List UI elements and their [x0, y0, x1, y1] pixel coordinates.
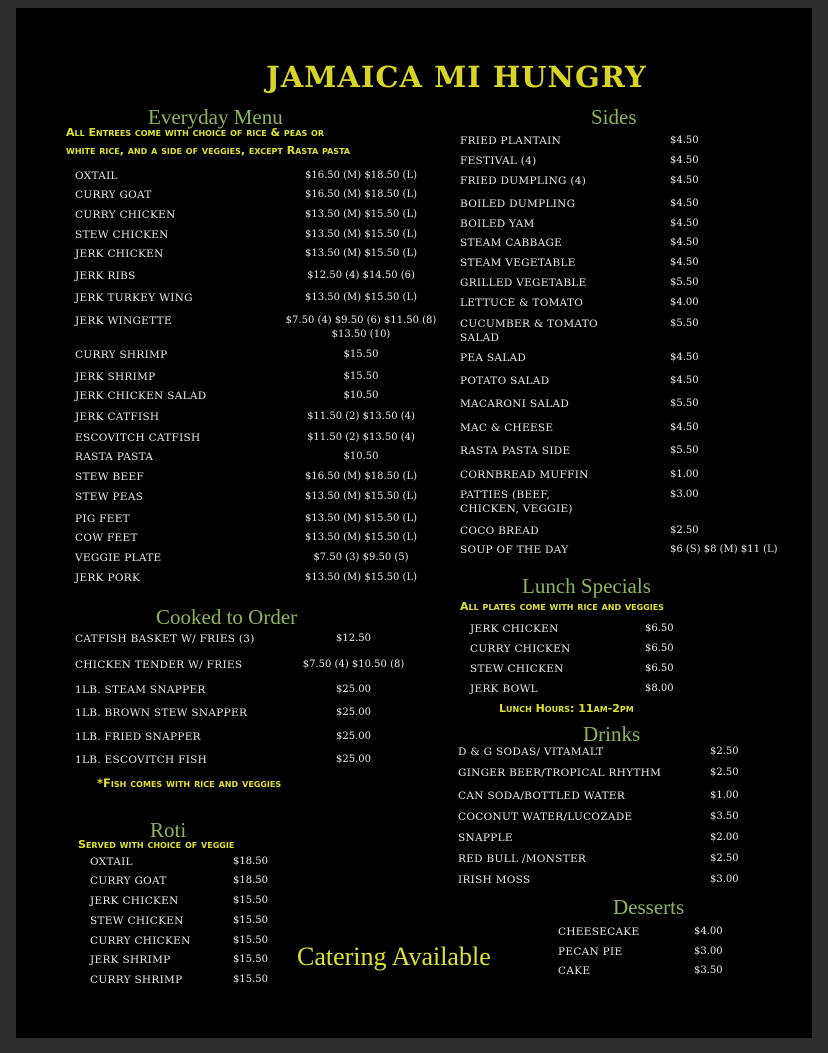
item-price: $2.50 [670, 525, 699, 536]
item-name: CURRY CHICKEN [75, 209, 176, 221]
item-price: $4.50 [670, 155, 699, 166]
fish-note: *Fish comes with rice and veggies [97, 776, 282, 790]
item-price: $11.50 (2) $13.50 (4) [307, 432, 415, 443]
item-price: $15.50 [233, 895, 268, 906]
item-name: 1LB. FRIED SNAPPER [75, 731, 201, 743]
item-price: $16.50 (M) $18.50 (L) [304, 189, 417, 200]
item-price: $25.00 [336, 684, 371, 695]
menu-board [16, 8, 812, 1038]
item-name: JERK CHICKEN [90, 895, 179, 907]
item-name: ESCOVITCH CATFISH [75, 432, 201, 444]
item-price: $6.50 [645, 643, 674, 654]
item-name: FRIED DUMPLING (4) [460, 175, 587, 187]
item-price: $15.50 [233, 954, 268, 965]
item-price: $4.00 [694, 926, 723, 937]
item-price: $7.50 (3) $9.50 (5) [313, 552, 409, 563]
item-price: $8.00 [645, 683, 674, 694]
item-name: CURRY CHICKEN [90, 935, 191, 947]
item-name: STEW CHICKEN [90, 915, 184, 927]
item-name: PIG FEET [75, 513, 130, 525]
item-price: $25.00 [336, 731, 371, 742]
item-name: 1LB. STEAM SNAPPER [75, 684, 206, 696]
item-price: $4.50 [670, 352, 699, 363]
catering-available: Catering Available [297, 942, 491, 971]
item-price: $4.50 [670, 198, 699, 209]
item-price: $3.50 [694, 965, 723, 976]
item-price: $16.50 (M) $18.50 (L) [304, 170, 417, 181]
sides-heading: Sides [591, 105, 637, 129]
item-name: GRILLED VEGETABLE [460, 277, 587, 289]
item-name: SOUP OF THE DAY [460, 544, 569, 556]
item-name: BOILED DUMPLING [460, 198, 576, 210]
item-name: CURRY GOAT [75, 189, 152, 201]
item-price: $15.50 [233, 915, 268, 926]
item-name: STEW PEAS [75, 491, 144, 503]
item-name: 1LB. BROWN STEW SNAPPER [75, 707, 248, 719]
item-name: STEW CHICKEN [470, 663, 564, 675]
item-price: $2.50 [710, 767, 739, 778]
lunch-hours: Lunch Hours: 11am-2pm [499, 702, 634, 715]
item-name: CURRY SHRIMP [90, 974, 183, 986]
item-name: BOILED YAM [460, 218, 535, 230]
item-price: $15.50 [233, 974, 268, 985]
everyday-note-line1: All Entrees come with choice of rice & peas or [66, 126, 324, 139]
item-name: PATTIES (BEEF, [460, 489, 550, 501]
item-name: GINGER BEER/TROPICAL RHYTHM [458, 767, 662, 779]
item-price: $4.50 [670, 218, 699, 229]
item-price: $5.50 [670, 445, 699, 456]
everyday-menu-heading: Everyday Menu [148, 105, 283, 129]
item-price: $15.50 [343, 371, 379, 382]
item-price-continued: $13.50 (10) [331, 329, 391, 340]
item-price: $5.50 [670, 398, 699, 409]
item-price: $4.00 [670, 297, 699, 308]
item-price: $11.50 (2) $13.50 (4) [307, 411, 415, 422]
item-name: LETTUCE & TOMATO [460, 297, 584, 309]
item-price: $7.50 (4) $9.50 (6) $11.50 (8) [285, 315, 437, 326]
item-price: $7.50 (4) $10.50 (8) [302, 659, 405, 670]
item-name: FESTIVAL (4) [460, 155, 537, 167]
item-price: $16.50 (M) $18.50 (L) [304, 471, 417, 482]
item-name: CURRY GOAT [90, 875, 167, 887]
item-name: JERK CHICKEN SALAD [75, 390, 207, 402]
item-name-continued: SALAD [460, 332, 500, 344]
item-price: $1.00 [670, 469, 699, 480]
item-name: OXTAIL [75, 170, 118, 182]
item-price: $3.00 [710, 874, 739, 885]
item-price: $3.00 [670, 489, 699, 500]
item-name: JERK CHICKEN [470, 623, 559, 635]
item-name: STEW CHICKEN [75, 229, 169, 241]
item-name: FRIED PLANTAIN [460, 135, 562, 147]
item-name: CAN SODA/BOTTLED WATER [458, 790, 626, 802]
item-name: MAC & CHEESE [460, 422, 554, 434]
item-name: JERK PORK [75, 572, 141, 584]
item-price: $6 (S) $8 (M) $11 (L) [670, 544, 778, 555]
item-name: STEW BEEF [75, 471, 145, 483]
item-name: CATFISH BASKET W/ FRIES (3) [75, 633, 255, 645]
everyday-note-line2: white rice, and a side of veggies, except Rasta pasta [66, 144, 351, 157]
item-name: COCONUT WATER/LUCOZADE [458, 811, 633, 823]
item-price: $4.50 [670, 422, 699, 433]
item-name: JERK CATFISH [75, 411, 160, 423]
item-name: CHEESECAKE [558, 926, 640, 938]
item-name: CORNBREAD MUFFIN [460, 469, 589, 481]
item-price: $5.50 [670, 318, 699, 329]
item-price: $2.50 [710, 853, 739, 864]
item-name: JERK SHRIMP [90, 954, 171, 966]
item-name: POTATO SALAD [460, 375, 550, 387]
item-name: COW FEET [75, 532, 138, 544]
restaurant-title: JAMAICA MI HUNGRY [266, 60, 647, 94]
item-name: STEAM VEGETABLE [460, 257, 576, 269]
item-price: $13.50 (M) $15.50 (L) [304, 572, 417, 583]
item-price: $13.50 (M) $15.50 (L) [304, 209, 417, 220]
item-name: VEGGIE PLATE [75, 552, 162, 564]
item-name: SNAPPLE [458, 832, 513, 844]
item-price: $3.00 [694, 946, 723, 957]
lunch-note: All plates come with rice and veggies [460, 600, 664, 613]
item-name: CHICKEN TENDER W/ FRIES [75, 659, 243, 671]
item-name: CAKE [558, 965, 591, 977]
roti-heading: Roti [150, 818, 187, 842]
item-price: $13.50 (M) $15.50 (L) [304, 491, 417, 502]
item-name: CURRY CHICKEN [470, 643, 571, 655]
item-price: $10.50 [343, 390, 379, 401]
item-name: STEAM CABBAGE [460, 237, 563, 249]
item-price: $4.50 [670, 237, 699, 248]
item-price: $6.50 [645, 623, 674, 634]
item-price: $5.50 [670, 277, 699, 288]
item-name: JERK CHICKEN [75, 248, 164, 260]
desserts-heading: Desserts [613, 895, 685, 919]
item-price: $12.50 [336, 633, 371, 644]
item-price: $15.50 [343, 349, 379, 360]
item-price: $15.50 [233, 935, 268, 946]
item-name-continued: CHICKEN, VEGGIE) [460, 503, 573, 515]
item-price: $25.00 [336, 754, 371, 765]
item-price: $18.50 [233, 875, 268, 886]
item-name: JERK BOWL [470, 683, 538, 695]
item-name: JERK RIBS [75, 270, 136, 282]
item-price: $13.50 (M) $15.50 (L) [304, 292, 417, 303]
item-name: IRISH MOSS [458, 874, 531, 886]
item-price: $13.50 (M) $15.50 (L) [304, 248, 417, 259]
item-name: JERK TURKEY WING [75, 292, 193, 304]
item-name: OXTAIL [90, 856, 133, 868]
drinks-heading: Drinks [583, 722, 641, 746]
item-price: $4.50 [670, 175, 699, 186]
item-name: CUCUMBER & TOMATO [460, 318, 598, 330]
item-price: $4.50 [670, 375, 699, 386]
item-name: JERK WINGETTE [75, 315, 172, 327]
item-price: $3.50 [710, 811, 739, 822]
item-name: PECAN PIE [558, 946, 623, 958]
item-name: COCO BREAD [460, 525, 539, 537]
item-name: MACARONI SALAD [460, 398, 570, 410]
item-name: RED BULL /MONSTER [458, 853, 587, 865]
item-price: $13.50 (M) $15.50 (L) [304, 532, 417, 543]
item-price: $2.00 [710, 832, 739, 843]
item-name: RASTA PASTA [75, 451, 154, 463]
item-price: $4.50 [670, 135, 699, 146]
item-price: $6.50 [645, 663, 674, 674]
item-price: $4.50 [670, 257, 699, 268]
item-price: $1.00 [710, 790, 739, 801]
item-price: $25.00 [336, 707, 371, 718]
item-price: $12.50 (4) $14.50 (6) [307, 270, 415, 281]
item-name: CURRY SHRIMP [75, 349, 168, 361]
item-price: $18.50 [233, 856, 268, 867]
item-price: $2.50 [710, 746, 739, 757]
item-name: D & G SODAS/ VITAMALT [458, 746, 604, 758]
item-price: $10.50 [343, 451, 379, 462]
cooked-to-order-heading: Cooked to Order [156, 605, 298, 629]
item-name: 1LB. ESCOVITCH FISH [75, 754, 208, 766]
item-name: JERK SHRIMP [75, 371, 156, 383]
lunch-specials-heading: Lunch Specials [522, 574, 651, 598]
item-price: $13.50 (M) $15.50 (L) [304, 513, 417, 524]
item-price: $13.50 (M) $15.50 (L) [304, 229, 417, 240]
roti-note: Served with choice of veggie [78, 838, 235, 851]
item-name: PEA SALAD [460, 352, 527, 364]
item-name: RASTA PASTA SIDE [460, 445, 571, 457]
